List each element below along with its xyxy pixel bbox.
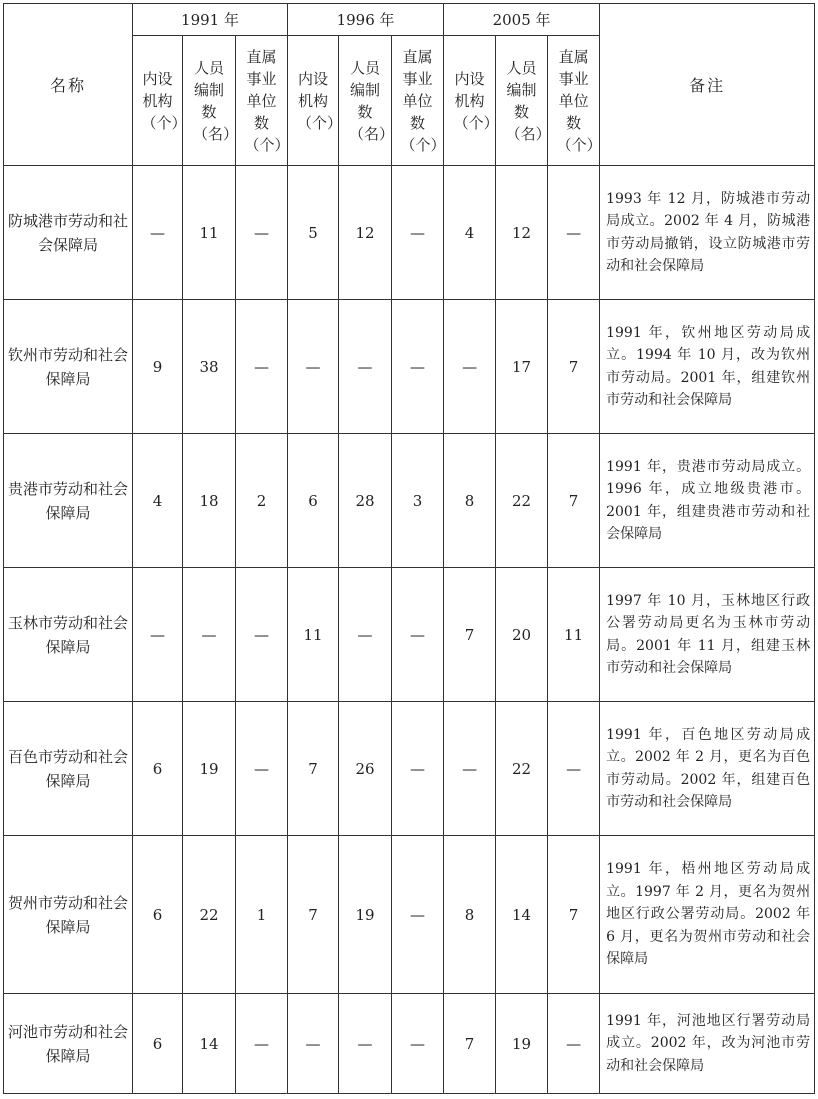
value-cell: 14 [496, 836, 548, 994]
value-cell: 4 [444, 166, 496, 300]
bureau-name: 玉林市劳动和社会保障局 [4, 568, 133, 702]
value-cell: 19 [183, 702, 236, 836]
sub-header-staff-quota: 人员编制数（名） [505, 58, 551, 143]
value-cell: 19 [496, 994, 548, 1094]
labor-bureau-table [3, 3, 815, 1094]
value-cell: 7 [288, 836, 339, 994]
value-cell: — [236, 994, 288, 1094]
value-cell: — [288, 300, 339, 434]
sub-header-staff-quota: 人员编制数（名） [349, 58, 395, 143]
value-cell: — [444, 702, 496, 836]
value-cell: 1 [236, 836, 288, 994]
year-header-row [4, 4, 815, 36]
value-cell: 18 [183, 434, 236, 568]
value-cell: 17 [496, 300, 548, 434]
year-header-2005: 2005 年 [444, 4, 600, 36]
sub-header-internal-units: 内设机构（个） [297, 69, 343, 132]
value-cell: — [236, 568, 288, 702]
table-row [4, 300, 815, 434]
value-cell: — [236, 166, 288, 300]
value-cell: 7 [444, 568, 496, 702]
value-cell: 5 [288, 166, 339, 300]
sub-header-internal-units: 内设机构（个） [141, 69, 187, 132]
bureau-name: 钦州市劳动和社会保障局 [4, 300, 133, 434]
value-cell: 4 [133, 434, 183, 568]
value-cell: — [133, 568, 183, 702]
value-cell: 6 [288, 434, 339, 568]
value-cell: — [392, 836, 444, 994]
value-cell: 6 [133, 994, 183, 1094]
table-row [4, 166, 815, 300]
value-cell: 6 [133, 836, 183, 994]
value-cell: 3 [392, 434, 444, 568]
value-cell: 11 [288, 568, 339, 702]
value-cell: 12 [339, 166, 392, 300]
sub-header-internal-units: 内设机构（个） [453, 69, 499, 132]
sub-header-staff-quota: 人员编制数（名） [193, 58, 239, 143]
value-cell: — [339, 300, 392, 434]
sub-header-affiliated-units: 直属事业单位数（个） [400, 47, 446, 154]
table-row [4, 994, 815, 1094]
note-cell: 1991 年，梧州地区劳动局成立。1997 年 2 月，更名为贺州地区行政公署劳动局。2002 年 6 月，更名为贺州市劳动和社会保障局 [600, 836, 815, 994]
sub-header-affiliated-units: 直属事业单位数（个） [556, 47, 602, 154]
value-cell: 6 [133, 702, 183, 836]
bureau-name: 百色市劳动和社会保障局 [4, 702, 133, 836]
value-cell: — [236, 300, 288, 434]
value-cell: 8 [444, 836, 496, 994]
name-column-header: 名称 [4, 4, 133, 166]
value-cell: — [339, 568, 392, 702]
value-cell: — [339, 994, 392, 1094]
value-cell: — [392, 702, 444, 836]
value-cell: — [183, 568, 236, 702]
value-cell: 7 [444, 994, 496, 1094]
value-cell: 7 [288, 702, 339, 836]
note-cell: 1991 年，百色地区劳动局成立。2002 年 2 月，更名为百色市劳动局。2002 年，组建百色市劳动和社会保障局 [600, 702, 815, 836]
table-row [4, 434, 815, 568]
value-cell: 7 [548, 836, 600, 994]
table-row [4, 568, 815, 702]
note-cell: 1991 年，贵港市劳动局成立。1996 年，成立地级贵港市。2001 年，组建贵港市劳动和社会保障局 [600, 434, 815, 568]
value-cell: 22 [183, 836, 236, 994]
year-header-1996: 1996 年 [288, 4, 444, 36]
value-cell: 14 [183, 994, 236, 1094]
value-cell: — [288, 994, 339, 1094]
value-cell: — [392, 568, 444, 702]
note-cell: 1997 年 10 月，玉林地区行政公署劳动局更名为玉林市劳动局。2001 年 11 月，组建玉林市劳动和社会保障局 [600, 568, 815, 702]
value-cell: — [548, 166, 600, 300]
value-cell: 7 [548, 300, 600, 434]
bureau-name: 贵港市劳动和社会保障局 [4, 434, 133, 568]
note-column-header: 备注 [600, 4, 815, 166]
year-header-1991: 1991 年 [133, 4, 288, 36]
value-cell: 2 [236, 434, 288, 568]
value-cell: 26 [339, 702, 392, 836]
note-cell: 1991 年，河池地区行署劳动局成立。2002 年，改为河池市劳动和社会保障局 [600, 994, 815, 1094]
value-cell: 9 [133, 300, 183, 434]
value-cell: 8 [444, 434, 496, 568]
value-cell: 11 [183, 166, 236, 300]
value-cell: 38 [183, 300, 236, 434]
value-cell: 22 [496, 434, 548, 568]
value-cell: 28 [339, 434, 392, 568]
value-cell: 11 [548, 568, 600, 702]
value-cell: — [444, 300, 496, 434]
sub-header-affiliated-units: 直属事业单位数（个） [244, 47, 290, 154]
value-cell: — [548, 702, 600, 836]
value-cell: 12 [496, 166, 548, 300]
note-cell: 1993 年 12 月，防城港市劳动局成立。2002 年 4 月，防城港市劳动局撤销，设立防城港市劳动和社会保障局 [600, 166, 815, 300]
value-cell: — [133, 166, 183, 300]
value-cell: 7 [548, 434, 600, 568]
value-cell: 22 [496, 702, 548, 836]
table-row [4, 836, 815, 994]
value-cell: 19 [339, 836, 392, 994]
value-cell: — [392, 300, 444, 434]
value-cell: 20 [496, 568, 548, 702]
value-cell: — [392, 166, 444, 300]
value-cell: — [236, 702, 288, 836]
note-cell: 1991 年，钦州地区劳动局成立。1994 年 10 月，改为钦州市劳动局。2001 年，组建钦州市劳动和社会保障局 [600, 300, 815, 434]
table-row [4, 702, 815, 836]
bureau-name: 贺州市劳动和社会保障局 [4, 836, 133, 994]
bureau-name: 防城港市劳动和社会保障局 [4, 166, 133, 300]
bureau-name: 河池市劳动和社会保障局 [4, 994, 133, 1094]
value-cell: — [392, 994, 444, 1094]
value-cell: — [548, 994, 600, 1094]
